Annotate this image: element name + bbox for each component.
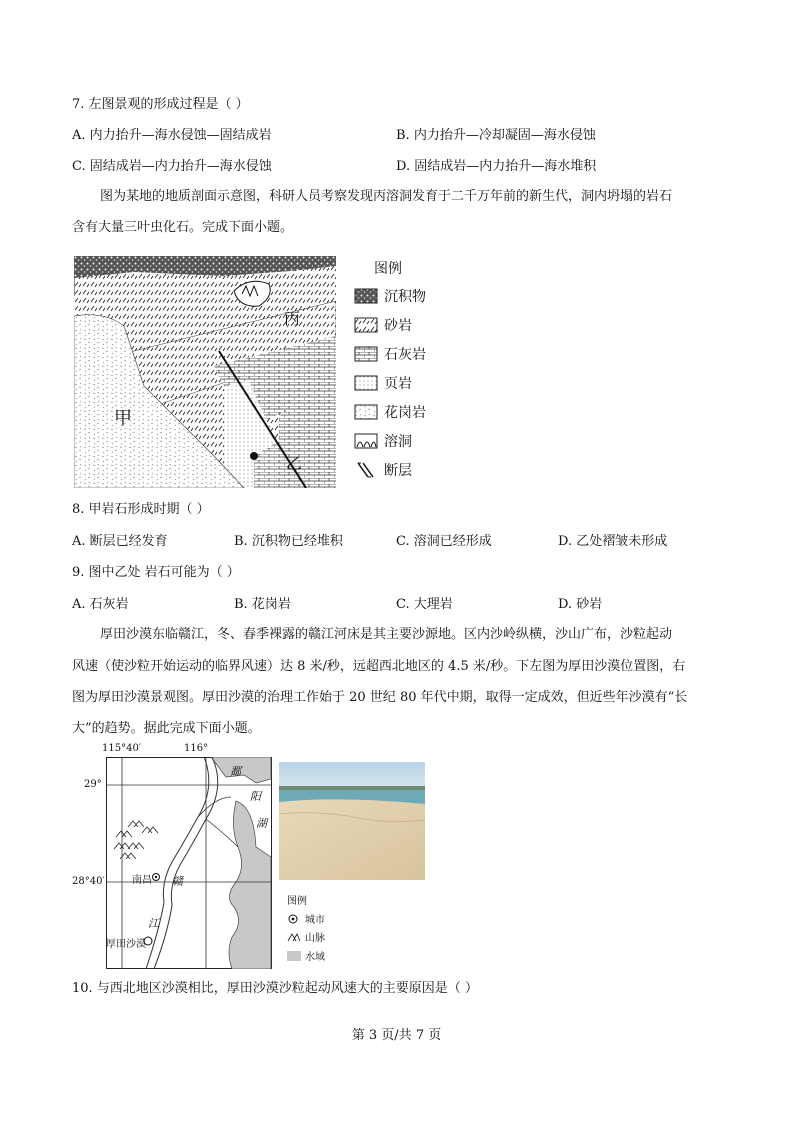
intro2-line3: 图为厚田沙漠景观图。厚田沙漠的治理工作始于 20 世纪 80 年代中期，取得一定成效，但近些年沙漠有“长	[72, 690, 688, 705]
page-footer: 第 3 页/共 7 页	[351, 1028, 442, 1043]
legend-granite: 花岗岩	[384, 405, 426, 421]
q9-option-d: D. 砂岩	[558, 597, 603, 612]
q7-option-d: D. 固结成岩—内力抬升—海水堆积	[396, 159, 597, 174]
city-icon	[287, 913, 299, 925]
q7-option-b: B. 内力抬升—冷却凝固—海水侵蚀	[396, 128, 596, 143]
sediment-swatch-icon	[354, 288, 378, 304]
limestone-swatch-icon	[354, 346, 378, 362]
map-legend-title: 图例	[287, 896, 307, 907]
legend-row-water	[287, 948, 325, 963]
intro1-line2: 含有大量三叶虫化石。完成下面小题。	[72, 220, 294, 235]
granite-swatch-icon	[354, 404, 378, 420]
fig1-legend-title: 图例	[374, 261, 402, 277]
fig1-legend	[352, 258, 442, 488]
q8-option-b: B. 沉积物已经堆积	[234, 534, 343, 549]
q7-stem: 7. 左图景观的形成过程是（ ）	[72, 97, 249, 112]
label-yi: 乙	[286, 454, 303, 473]
river-char-1: 赣	[172, 875, 183, 888]
lake-char-3: 湖	[256, 817, 267, 830]
legend-water: 水域	[305, 952, 325, 963]
q8-option-d: D. 乙处褶皱未形成	[558, 534, 668, 549]
lake-char-1: 鄱	[230, 765, 241, 778]
lon-label-2: 116°	[184, 743, 209, 754]
lat-label-2: 28°40′	[72, 876, 105, 887]
legend-cave: 溶洞	[384, 434, 412, 450]
city-nanchang: 南昌	[132, 875, 152, 886]
q10-stem: 10. 与西北地区沙漠相比，厚田沙漠沙粒起动风速大的主要原因是（ ）	[72, 981, 478, 996]
river-char-2: 江	[148, 917, 159, 930]
legend-city: 城市	[305, 915, 325, 926]
legend-row-fault	[354, 460, 412, 480]
water-swatch-icon	[287, 951, 301, 961]
intro2-line4: 大”的趋势。据此完成下面小题。	[72, 721, 261, 736]
legend-shale: 页岩	[384, 376, 412, 392]
q7-option-a: A. 内力抬升—海水侵蚀—固结成岩	[72, 128, 272, 143]
q8-stem: 8. 甲岩石形成时期（ ）	[72, 502, 210, 517]
lake-char-2: 阳	[250, 790, 261, 803]
q8-option-c: C. 溶洞已经形成	[396, 534, 492, 549]
q9-option-c: C. 大理岩	[396, 597, 453, 612]
geologic-section-figure	[74, 256, 336, 488]
q8-option-a: A. 断层已经发育	[72, 534, 168, 549]
legend-fault: 断层	[384, 463, 412, 479]
legend-mountain: 山脉	[305, 933, 325, 944]
lon-label-1: 115°40′	[102, 743, 142, 754]
legend-limestone: 石灰岩	[384, 347, 426, 363]
label-bing: 丙	[284, 309, 301, 328]
intro2-line2: 风速（使沙粒开始运动的临界风速）达 8 米/秒，远超西北地区的 4.5 米/秒。下左图为厚田沙漠位置图，右	[72, 659, 686, 674]
legend-row-limestone	[354, 344, 426, 364]
legend-row-shale	[354, 373, 412, 393]
desert-photo-svg	[279, 762, 425, 880]
legend-sediment: 沉积物	[384, 289, 426, 305]
label-jia: 甲	[114, 408, 132, 429]
q7-option-c: C. 固结成岩—内力抬升—海水侵蚀	[72, 159, 272, 174]
legend-row-cave	[354, 431, 412, 451]
sandstone-swatch-icon	[354, 317, 378, 333]
houtian-desert-label: 厚田沙漠	[106, 939, 146, 950]
legend-row-city	[287, 911, 325, 926]
lat-label-1: 29°	[84, 779, 102, 790]
houtian-location-map	[72, 743, 272, 969]
legend-sandstone: 砂岩	[384, 318, 412, 334]
map-legend	[279, 882, 425, 970]
mountain-icon	[287, 932, 301, 942]
cave-swatch-icon	[354, 433, 378, 449]
legend-row-mountain	[287, 929, 325, 944]
intro1-line1: 图为某地的地质剖面示意图，科研人员考察发现丙溶洞发育于二千万年前的新生代，洞内坍塌的岩石	[100, 189, 673, 204]
intro2-line1: 厚田沙漠东临赣江，冬、春季裸露的赣江河床是其主要沙源地。区内沙岭纵横，沙山广布，沙粒起动	[100, 627, 673, 642]
legend-row-sediment	[354, 286, 426, 306]
q9-stem: 9. 图中乙处 岩石可能为（ ）	[72, 565, 240, 580]
legend-row-granite	[354, 402, 426, 422]
q9-option-b: B. 花岗岩	[234, 597, 291, 612]
fault-icon	[354, 461, 378, 479]
desert-landscape-photo	[279, 762, 425, 880]
q9-option-a: A. 石灰岩	[72, 597, 129, 612]
legend-row-sandstone	[354, 315, 412, 335]
shale-swatch-icon	[354, 375, 378, 391]
